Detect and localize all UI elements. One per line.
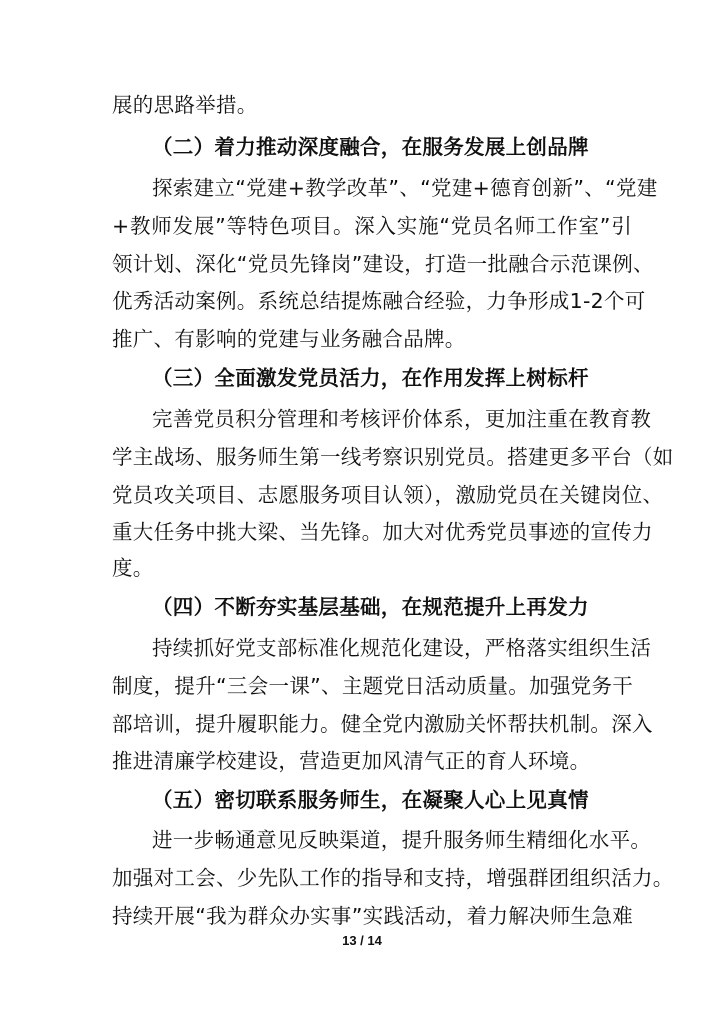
body-text-line: +教师发展”等特色项目。深入实施“党员名师工作室”引: [112, 214, 632, 238]
body-text-line: 度。: [112, 556, 154, 580]
body-text-line: 展的思路举措。: [112, 93, 258, 117]
body-text-line: 持续开展“我为群众办实事”实践活动，着力解决师生急难: [112, 904, 634, 928]
section-heading-5: （五）密切联系服务师生，在凝聚人心上见真情: [152, 788, 589, 812]
body-text-line: 部培训，提升履职能力。健全党内激励关怀帮扶机制。深入: [112, 712, 653, 736]
body-text-line: 重大任务中挑大梁、当先锋。加大对优秀党员事迹的宣传力: [112, 520, 653, 544]
section-heading-3: （三）全面激发党员活力，在作用发挥上树标杆: [152, 366, 589, 390]
body-text-line: 推进清廉学校建设，营造更加风清气正的育人环境。: [112, 749, 591, 773]
body-text-line: 持续抓好党支部标准化规范化建设，严格落实组织生活: [152, 636, 652, 660]
body-text-line: 进一步畅通意见反映渠道，提升服务师生精细化水平。: [152, 828, 652, 852]
section-heading-2: （二）着力推动深度融合，在服务发展上创品牌: [152, 135, 589, 159]
body-text-line: 学主战场、服务师生第一线考察识别党员。搭建更多平台（如: [112, 445, 674, 469]
body-text-line: 加强对工会、少先队工作的指导和支持，增强群团组织活力。: [112, 866, 674, 890]
body-text-line: 探索建立“党建+教学改革”、“党建+德育创新”、“党建: [152, 176, 658, 200]
section-heading-4: （四）不断夯实基层基础，在规范提升上再发力: [152, 595, 589, 619]
body-text-line: 党员攻关项目、志愿服务项目认领），激励党员在关键岗位、: [112, 483, 664, 507]
body-text-line: 推广、有影响的党建与业务融合品牌。: [112, 327, 466, 351]
body-text-line: 完善党员积分管理和考核评价体系，更加注重在教育教: [152, 407, 652, 431]
page-number: 13 / 14: [342, 933, 382, 948]
body-text-line: 制度，提升“三会一课”、主题党日活动质量。加强党务干: [112, 674, 634, 698]
body-text-line: 领计划、深化“党员先锋岗”建设，打造一批融合示范课例、: [112, 252, 654, 276]
body-text-line: 优秀活动案例。系统总结提炼融合经验，力争形成1-2个可: [112, 289, 646, 313]
